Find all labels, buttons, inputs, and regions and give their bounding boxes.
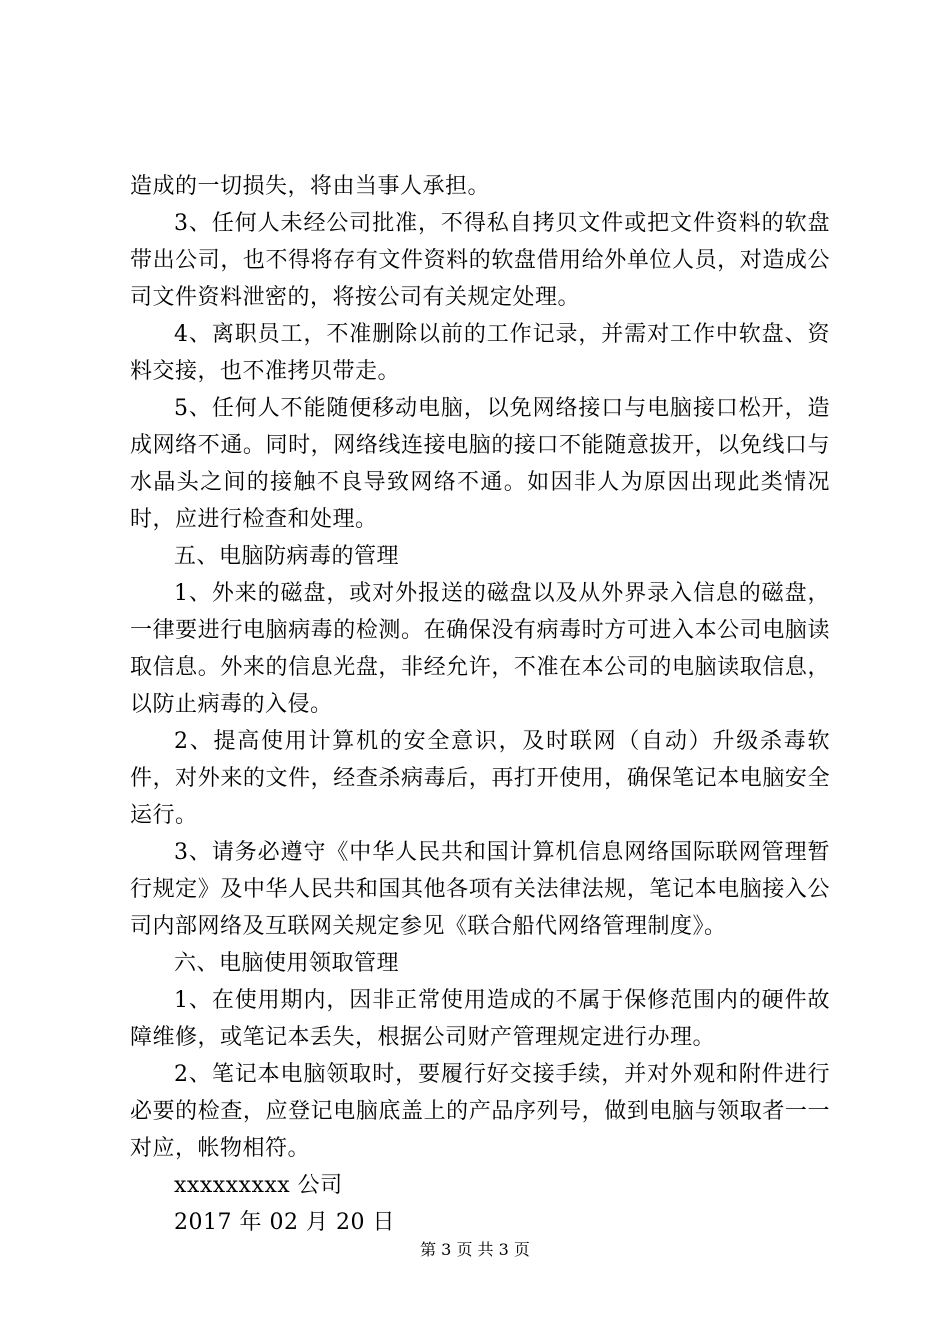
- paragraph-item-3: 3、任何人未经公司批准，不得私自拷贝文件或把文件资料的软盘带出公司，也不得将存有文件资料的软盘借用给外单位人员，对造成公司文件资料泄密的，将按公司有关规定处理。: [130, 211, 830, 310]
- page-footer: 第 3 页 共 3 页: [420, 1240, 530, 1259]
- signature-date: 2017 年 02 月 20 日: [174, 1210, 395, 1235]
- paragraph-continuation: 造成的一切损失，将由当事人承担。: [130, 174, 491, 199]
- paragraph-usage-2: 2、笔记本电脑领取时，要履行好交接手续，并对外观和附件进行必要的检查，应登记电脑底盖上的产品序列号，做到电脑与领取者一一对应，帐物相符。: [130, 1062, 830, 1161]
- paragraph-antivirus-2: 2、提高使用计算机的安全意识，及时联网（自动）升级杀毒软件，对外来的文件，经查杀病毒后，再打开使用，确保笔记本电脑安全运行。: [130, 729, 830, 828]
- paragraph-antivirus-3: 3、请务必遵守《中华人民共和国计算机信息网络国际联网管理暂行规定》及中华人民共和国其他各项有关法律法规，笔记本电脑接入公司内部网络及互联网关规定参见《联合船代网络管理制度》。: [130, 840, 830, 939]
- section-heading-5: 五、电脑防病毒的管理: [174, 544, 400, 569]
- paragraph-antivirus-1: 1、外来的磁盘，或对外报送的磁盘以及从外界录入信息的磁盘，一律要进行电脑病毒的检测。在确保没有病毒时方可进入本公司电脑读取信息。外来的信息光盘，非经允许，不准在本公司的电脑读取信息，以防止病毒的入侵。: [130, 581, 830, 717]
- paragraph-item-4: 4、离职员工，不准删除以前的工作记录，并需对工作中软盘、资料交接，也不准拷贝带走。: [130, 322, 830, 384]
- document-body: [130, 168, 830, 1241]
- paragraph-item-5: 5、任何人不能随便移动电脑，以免网络接口与电脑接口松开，造成网络不通。同时，网络线连接电脑的接口不能随意拔开，以免线口与水晶头之间的接触不良导致网络不通。如因非人为原因出现此类情况时，应进行检查和处理。: [130, 396, 830, 532]
- paragraph-usage-1: 1、在使用期内，因非正常使用造成的不属于保修范围内的硬件故障维修，或笔记本丢失，根据公司财产管理规定进行办理。: [130, 988, 830, 1050]
- signature-company: xxxxxxxxx 公司: [174, 1173, 343, 1198]
- section-heading-6: 六、电脑使用领取管理: [174, 951, 400, 976]
